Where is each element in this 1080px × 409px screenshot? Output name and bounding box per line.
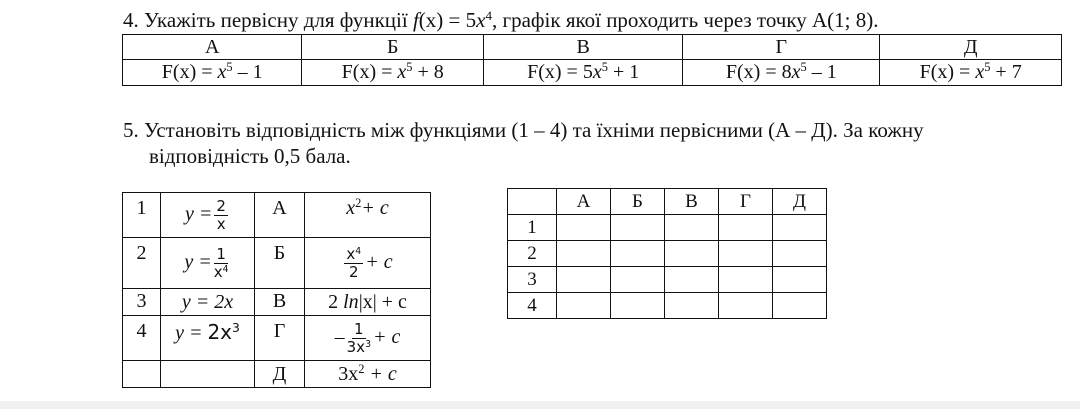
answer-grid-row bbox=[508, 241, 827, 267]
answer-grid-row-label: 3 bbox=[508, 267, 557, 293]
q4-header-cell: А bbox=[123, 35, 302, 60]
antiderivative-letter: Д bbox=[255, 361, 305, 388]
q4-options-row bbox=[123, 60, 1062, 86]
q4-header-cell: В bbox=[484, 35, 683, 60]
antiderivative-cell: $x^2+ c$ bbox=[305, 193, 431, 238]
q4-header-cell: Г bbox=[683, 35, 880, 60]
answer-grid-row bbox=[508, 293, 827, 319]
q4-options-table bbox=[122, 34, 1062, 86]
answer-grid-cell[interactable] bbox=[611, 215, 665, 241]
function-number: 1 bbox=[123, 193, 161, 238]
q4-option-v: $F(x) = 5x^5 + 1$ bbox=[484, 60, 683, 86]
answer-grid-cell[interactable] bbox=[557, 241, 611, 267]
antiderivative-cell: $\frac{x^4}{2}$ + c bbox=[305, 238, 431, 289]
q4-prefix: 4. Укажіть первісну для функції bbox=[123, 8, 413, 32]
antiderivative-letter: Б bbox=[255, 238, 305, 289]
question-5-title bbox=[123, 117, 1063, 169]
answer-grid-cell[interactable] bbox=[557, 215, 611, 241]
function-number: 4 bbox=[123, 316, 161, 361]
q4-func-var: x bbox=[476, 8, 486, 32]
question-4-title bbox=[123, 8, 879, 33]
antiderivative-letter: А bbox=[255, 193, 305, 238]
function-number: 3 bbox=[123, 289, 161, 316]
function-cell bbox=[161, 361, 255, 388]
answer-grid-cell[interactable] bbox=[665, 293, 719, 319]
function-cell: y = 2x bbox=[161, 289, 255, 316]
answer-grid-header: В bbox=[665, 189, 719, 215]
answer-grid-cell[interactable] bbox=[665, 215, 719, 241]
answer-grid-cell[interactable] bbox=[557, 293, 611, 319]
answer-grid-cell[interactable] bbox=[611, 267, 665, 293]
answer-grid-corner bbox=[508, 189, 557, 215]
answer-grid-cell[interactable] bbox=[773, 293, 827, 319]
answer-grid-cell[interactable] bbox=[719, 241, 773, 267]
q4-header-row bbox=[123, 35, 1062, 60]
answer-grid-cell[interactable] bbox=[719, 267, 773, 293]
q4-header-cell: Д bbox=[880, 35, 1062, 60]
answer-grid-row-label: 1 bbox=[508, 215, 557, 241]
answer-grid-cell[interactable] bbox=[611, 293, 665, 319]
answer-grid-cell[interactable] bbox=[611, 241, 665, 267]
antiderivative-cell: – $\frac{1}{3x^3}$ + c bbox=[305, 316, 431, 361]
q4-option-d: $F(x) = x^5 + 7$ bbox=[880, 60, 1062, 86]
q5-matching-table bbox=[122, 192, 431, 388]
q4-option-g: $F(x) = 8x^5 - 1$ bbox=[683, 60, 880, 86]
answer-grid-cell[interactable] bbox=[773, 215, 827, 241]
antiderivative-cell: 2 ln|x| + c bbox=[305, 289, 431, 316]
answer-grid-row-label: 2 bbox=[508, 241, 557, 267]
q4-func-f: f bbox=[412, 8, 419, 32]
q4-func-exp: 4 bbox=[485, 7, 492, 23]
q4-func-x: (x) bbox=[418, 8, 444, 32]
answer-grid-cell[interactable] bbox=[665, 241, 719, 267]
function-cell: $y = 2x^3$ bbox=[161, 316, 255, 361]
antiderivative-letter: В bbox=[255, 289, 305, 316]
answer-grid-cell[interactable] bbox=[665, 267, 719, 293]
answer-grid-cell[interactable] bbox=[557, 267, 611, 293]
q5-answer-grid bbox=[507, 188, 827, 319]
q4-option-a: $F(x) = x^5 - 1$ bbox=[123, 60, 302, 86]
table-row bbox=[123, 289, 431, 316]
function-cell: y = $\frac{2}{x}$ bbox=[161, 193, 255, 238]
q4-func-eq: = 5 bbox=[443, 8, 477, 32]
answer-grid-cell[interactable] bbox=[719, 215, 773, 241]
answer-grid-header: Б bbox=[611, 189, 665, 215]
answer-grid-row bbox=[508, 267, 827, 293]
table-row bbox=[123, 238, 431, 289]
q4-suffix: , графік якої проходить через точку А(1; 8). bbox=[491, 8, 879, 32]
answer-grid-header: Д bbox=[773, 189, 827, 215]
function-number bbox=[123, 361, 161, 388]
answer-grid-row bbox=[508, 215, 827, 241]
antiderivative-cell: $3x^2 + c$ bbox=[305, 361, 431, 388]
answer-grid-header-row bbox=[508, 189, 827, 215]
antiderivative-letter: Г bbox=[255, 316, 305, 361]
answer-grid-row-label: 4 bbox=[508, 293, 557, 319]
page-bottom-bar bbox=[0, 401, 1080, 409]
answer-grid-header: А bbox=[557, 189, 611, 215]
q4-header-cell: Б bbox=[302, 35, 484, 60]
q5-line-2: відповідність 0,5 бала. bbox=[149, 144, 351, 168]
answer-grid-cell[interactable] bbox=[773, 267, 827, 293]
table-row bbox=[123, 361, 431, 388]
q5-line-1: 5. Установіть відповідність між функціями (1 – 4) та їхніми первісними (А – Д). За кожну bbox=[123, 118, 924, 142]
answer-grid-cell[interactable] bbox=[773, 241, 827, 267]
answer-grid-header: Г bbox=[719, 189, 773, 215]
answer-grid-cell[interactable] bbox=[719, 293, 773, 319]
q4-option-b: $F(x) = x^5 + 8$ bbox=[302, 60, 484, 86]
table-row bbox=[123, 193, 431, 238]
function-cell: y = $\frac{1}{x^4}$ bbox=[161, 238, 255, 289]
table-row bbox=[123, 316, 431, 361]
function-number: 2 bbox=[123, 238, 161, 289]
